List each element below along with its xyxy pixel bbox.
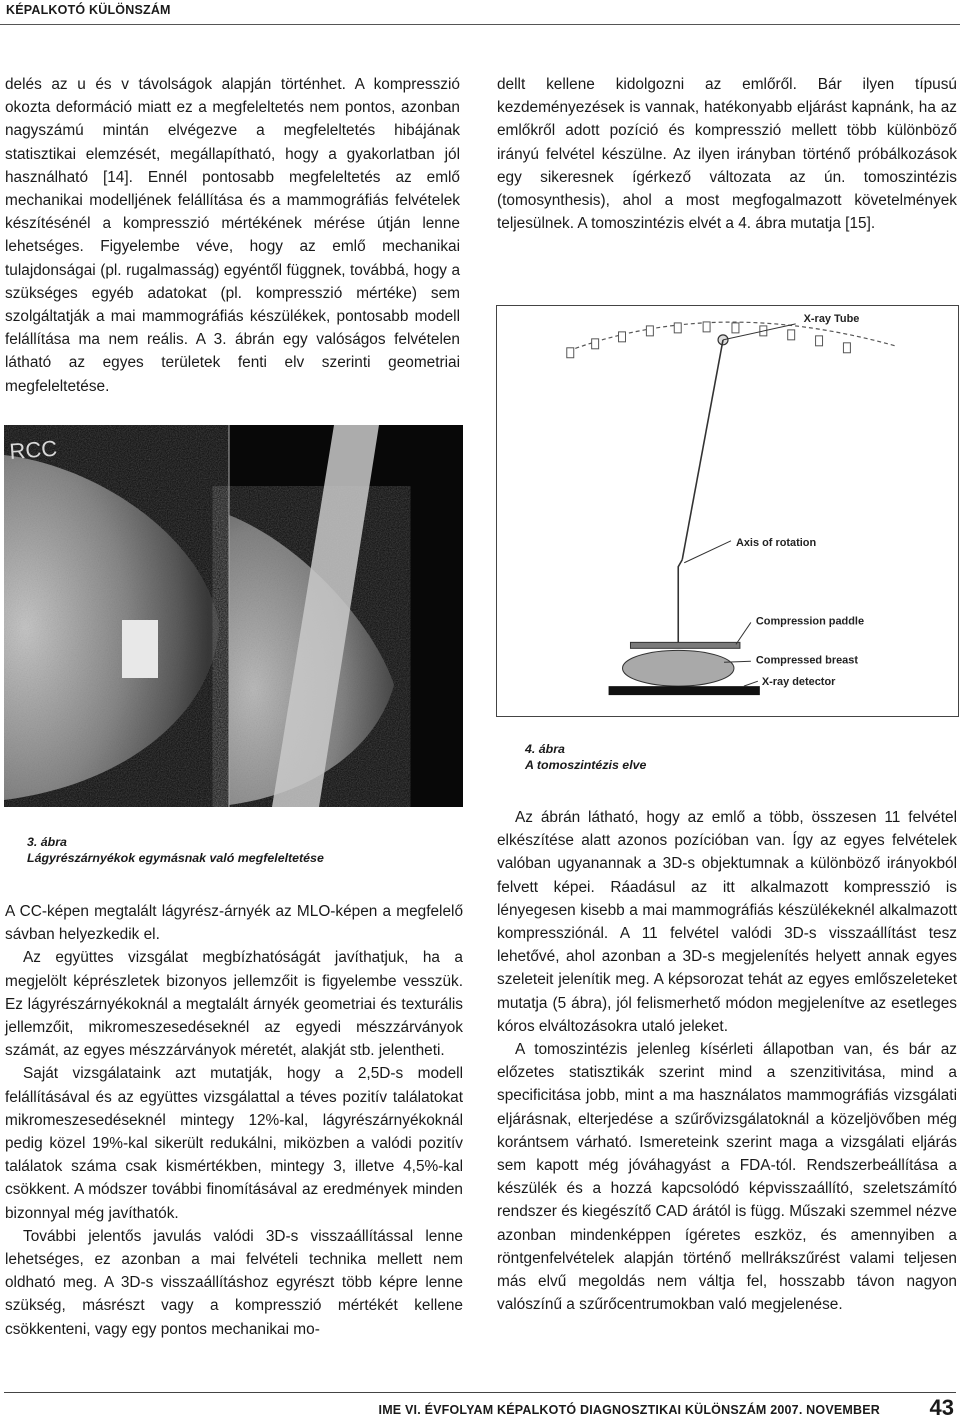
cc-view-image (4, 425, 229, 807)
right-column-bottom (497, 806, 957, 1316)
detector-leader (744, 681, 758, 686)
caption-text: A tomoszintézis elve (525, 758, 647, 772)
mammogram-figure (4, 425, 463, 807)
left-column-bottom (5, 900, 463, 1341)
figure-3-caption (27, 834, 324, 866)
section-title: KÉPALKOTÓ KÜLÖNSZÁM (6, 3, 171, 17)
paragraph: delés az u és v távolságok alapján történhet. A kompresszió okozta deformáció miatt ez a megfeleltetés nem pontos, azonban nagyszámú mintán elvégezve a megfeleltetés hibájának statisztikai elemzését, megállapítható, hogy a gyakorlatban jól használható [14]. Ennél pontosabb megfeleltetés az emlő mechanikai modelljének felállítása és a mammográfiás felvételek készítésénél a kompresszió mértékének mérése útján lenne lehetséges. Figyelembe véve, hogy az emlő mechanikai tulajdonságai (pl. rugalmasság) egyéntől függnek, továbbá, hogy a szükséges egyéb adatokat (pl. kompresszió mértéke) sem szolgáltatják a mai mammográfiás készülékek, pontosabb modell felállítása ma nem reális. A 3. ábrán egy valóságos felvételen látható az egyes területek fenti elv szerinti geometriai megfeleltetése. (5, 76, 460, 395)
caption-number: 4. ábra (525, 742, 565, 756)
label-x-ray-tube: X-ray Tube (803, 312, 860, 325)
paragraph: További jelentős javulás valódi 3D-s visszaállítással lenne lehetséges, ez azonban a mai felvételi technika mellett nem oldható meg. A 3D-s visszaállításhoz egyrészt több képre lenne szükség, másrészt vagy a kompresszió mértékét kellene csökkenteni, vagy egy pontos mechanikai mo- (5, 1227, 463, 1338)
x-ray-detector (609, 686, 760, 695)
paragraph: Saját vizsgálataink azt mutatják, hogy a 2,5D-s modell felállításával és az együttes vizsgálattal a téves pozitív találatokat mikromeszesedéseknél mintegy 12%-kal, lágyrészárnyékoknál pedig közel 19%-kal sikerült redukálni, miközben a valódi pozitív találatok száma csak kismértékben, mintegy 3, illetve 4,5%-kal csökkent. A módszer további finomításával az eredmények minden bizonnyal még javíthatók. (5, 1065, 463, 1222)
highlight-region (122, 620, 158, 678)
mlo-view-image (229, 425, 463, 807)
label-axis-of-rotation: Axis of rotation (735, 536, 817, 549)
axis-leader (684, 541, 731, 563)
paragraph: A CC-képen megtalált lágyrész-árnyék az MLO-képen a megfelelő sávban helyezkedik el. (5, 903, 463, 944)
figure-4-caption (525, 741, 646, 773)
label-compression-paddle: Compression paddle (755, 615, 865, 628)
paragraph: Az ábrán látható, hogy az emlő a több, összesen 11 felvétel elkészítése alatt azonos pozícióban van. Így az egyes felvételek valóban ugyanannak a 3D-s objektumnak a különböző irányokból felvett képei. Ráadásul az itt alkalmazott kompresszió is lényegesen kisebb a mai mammográfiás készülékeknél alkalmazott kompressziónál. A 11 felvétel valódi 3D-s visszaállítást tesz lehetővé, ahol azonban a 3D-s megjelenítés helyett annak egyes szeleteit jelenítik meg. A képsorozat tehát az egyes emlőszeleteket mutatja (5 ábra), jól felismerhető módon megjelenítve az esetleges kóros elváltozásokra utaló jeleket. (497, 809, 957, 1035)
caption-number: 3. ábra (27, 835, 67, 849)
paragraph: A tomoszintézis jelenleg kísérleti állapotban van, és bár az előzetes statisztikák szerint mind a szenzitivitása, mind a specificitása jobb, mint a ma használatos mammográfiás vizsgálati eljárásnak, elterjedése a szűrővizsgálatoknál a közeljövőben még korántsem várható. Ismereteink szerint maga a vizsgálati eljárás sem kapott még jóváhagyást a FDA-tól. Rendszerbeállítása a készülék és a hozzá kapcsolódó képvisszaállító, szeletszámító rendszer és kiegészítő CAD árától is függ. Műszaki szemmel nézve azonban mindenképpen ígéretes eszköz, és amennyiben a röntgenfelvételek alapján történő mellrákszűrést valami teljesen más elvű megoldás nem váltja fel, hosszabb távon nagyon valószínű a szűrőcentrumokban való megjelenése. (497, 1041, 957, 1314)
left-column-top (5, 73, 460, 398)
page-number: 43 (929, 1395, 954, 1420)
compression-paddle (630, 642, 739, 648)
footer-journal: IME VI. ÉVFOLYAM KÉPALKOTÓ DIAGNOSZTIKAI KÜLÖNSZÁM 2007. NOVEMBER (378, 1403, 880, 1417)
rotation-shaft (678, 560, 682, 643)
footer-rule (4, 1392, 956, 1393)
label-compressed-breast: Compressed breast (755, 654, 858, 667)
paddle-leader (736, 622, 751, 644)
label-x-ray-detector: X-ray detector (761, 676, 836, 689)
running-header (0, 0, 960, 25)
rcc-label: RCC (8, 435, 58, 464)
compressed-breast (623, 650, 734, 686)
tube-positions (567, 322, 851, 358)
paragraph: Az együttes vizsgálat megbízhatóságát javíthatjuk, ha a megjelölt képrészletek bizonyos jellemzőit is figyelembe vesszük. Ez lágyrészárnyékoknál a megtalált árnyék geometriai és texturális jellemzőit, mikromeszesedéseknél az egyedi mészzárványok számát, az egyes mészzárványok méretét, alakját stb. jelentheti. (5, 949, 463, 1060)
caption-text: Lágyrészárnyékok egymásnak való megfeleltetése (27, 851, 324, 865)
tube-arm (682, 340, 723, 560)
tomosynthesis-diagram (496, 305, 959, 717)
paragraph: dellt kellene kidolgozni az emlőről. Bár ilyen típusú kezdeményezések is vannak, hatékonyabb eljárást kapnánk, ha az emlőkről adott pozíció és kompresszió mellett több különböző irányú felvétel készülne. Az ilyen irányban történő próbálkozások egy sikeresnek ígérkező változata az ún. tomoszintézis (tomosynthesis), ahol a most megfogalmazott követelmények teljesülnek. A tomoszintézis elvét a 4. ábra mutatja [15]. (497, 76, 957, 233)
right-column-top (497, 73, 957, 235)
